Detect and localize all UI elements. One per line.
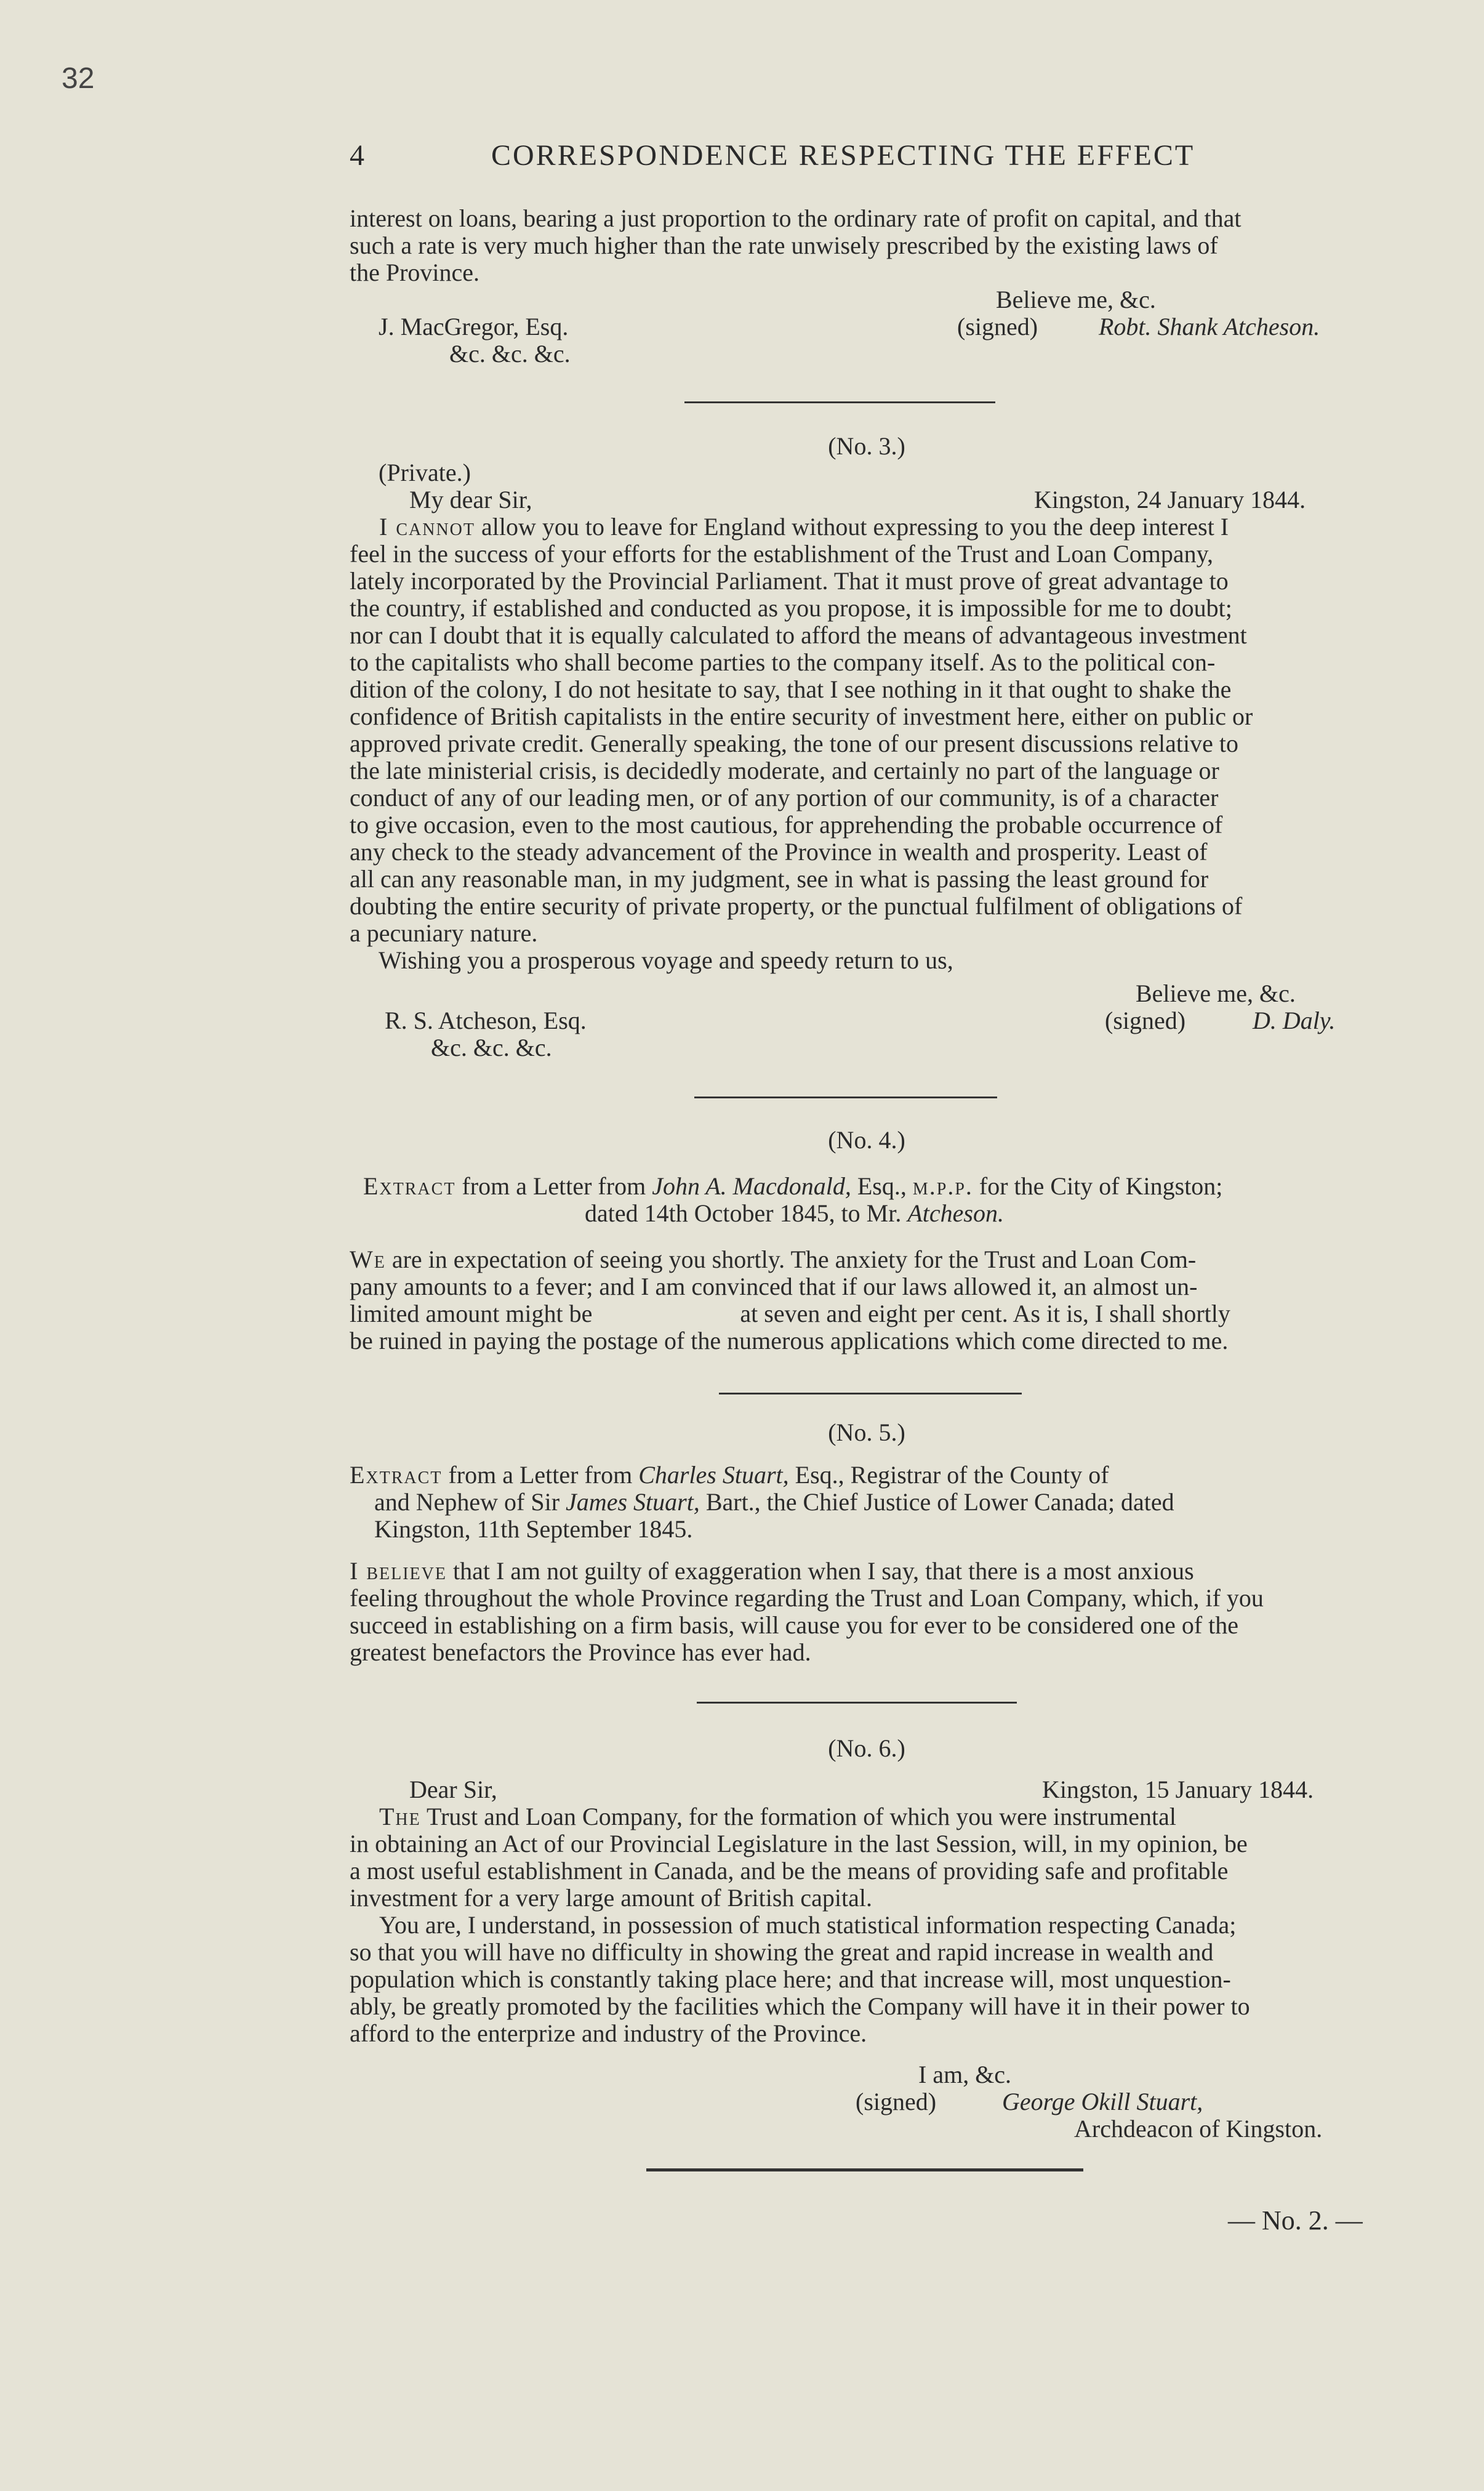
no3-salutation: My dear Sir,: [409, 486, 532, 513]
no6-signature: George Okill Stuart,: [1002, 2088, 1203, 2115]
no3-line: a pecuniary nature.: [350, 919, 538, 947]
letter2-line: the Province.: [350, 259, 480, 286]
no3-line: confidence of British capitalists in the entire security of investment here, either on public or: [350, 702, 1253, 730]
no6-heading: (No. 6.): [828, 1734, 905, 1762]
no4-heading: (No. 4.): [828, 1126, 905, 1154]
no4-body: [350, 1246, 1384, 1354]
no5-line: greatest benefactors the Province has ever had.: [350, 1638, 811, 1666]
no3-line: any check to the steady advancement of the Province in wealth and prosperity. Least of: [350, 838, 1208, 866]
no6-line: afford to the enterprize and industry of the Province.: [350, 2019, 867, 2047]
no6-line: population which is constantly taking place here; and that increase will, most unquestion-: [350, 1965, 1231, 1993]
letter2-text: [350, 205, 1384, 286]
no4-line: pany amounts to a fever; and I am convinced that if our laws allowed it, an almost un-: [350, 1273, 1198, 1300]
no6-body: [350, 1803, 1384, 2047]
no3-heading: (No. 3.): [828, 432, 905, 460]
no5-body: [350, 1558, 1384, 1666]
no3-line: I cannot allow you to leave for England without expressing to you the deep interest I: [379, 513, 1229, 541]
next-number: — No. 2. —: [1228, 2205, 1363, 2235]
no5-line: succeed in establishing on a firm basis, will cause you for ever to be considered one of the: [350, 1611, 1239, 1639]
page-number: 4: [350, 139, 364, 172]
letter2-addressee: J. MacGregor, Esq.: [379, 313, 569, 340]
no3-signed: (signed): [1105, 1007, 1186, 1034]
no6-line: ably, be greatly promoted by the facilities which the Company will have it in their power to: [350, 1992, 1250, 2020]
letter2-closing: Believe me, &c.: [996, 286, 1156, 313]
letter2-addressee-etc: &c. &c. &c.: [449, 340, 571, 368]
no5-extract-line1: Extract from a Letter from Charles Stuart, Esq., Registrar of the County of: [350, 1461, 1109, 1489]
letter2-signed: (signed): [957, 313, 1038, 340]
no6-line: so that you will have no difficulty in showing the great and rapid increase in wealth and: [350, 1938, 1214, 1966]
no3-line: all can any reasonable man, in my judgment, see in what is passing the least ground for: [350, 865, 1209, 893]
scan-page-number: 32: [62, 62, 95, 95]
no3-line: lately incorporated by the Provincial Parliament. That it must prove of great advantage to: [350, 567, 1229, 595]
no3-addressee-etc: &c. &c. &c.: [431, 1034, 552, 1061]
no3-line: approved private credit. Generally speaking, the tone of our present discussions relative to: [350, 730, 1238, 757]
no6-closing: I am, &c.: [918, 2061, 1012, 2088]
no4-line: be ruined in paying the postage of the numerous applications which come directed to me.: [350, 1327, 1229, 1354]
no3-body: [350, 513, 1384, 947]
no5-extract-line3: Kingston, 11th September 1845.: [374, 1515, 693, 1543]
no3-line: doubting the entire security of private property, or the punctual fulfilment of obligations of: [350, 892, 1243, 920]
no6-title: Archdeacon of Kingston.: [1074, 2115, 1323, 2143]
no6-place-date: Kingston, 15 January 1844.: [1042, 1776, 1314, 1803]
no4-line: We are in expectation of seeing you shortly. The anxiety for the Trust and Loan Com-: [350, 1246, 1197, 1273]
no6-line: in obtaining an Act of our Provincial Legislature in the last Session, will, in my opinion, be: [350, 1830, 1248, 1857]
no3-line: conduct of any of our leading men, or of any portion of our community, is of a character: [350, 784, 1219, 811]
running-title: CORRESPONDENCE RESPECTING THE EFFECT: [491, 139, 1195, 172]
no6-first-word: The: [379, 1803, 421, 1830]
no6-line: investment for a very large amount of British capital.: [350, 1884, 873, 1912]
letter2-line: such a rate is very much higher than the rate unwisely prescribed by the existing laws of: [350, 231, 1218, 259]
no6-signed: (signed): [856, 2088, 937, 2115]
no3-line: dition of the colony, I do not hesitate to say, that I see nothing in it that ought to shake the: [350, 675, 1232, 703]
running-header: [350, 139, 1384, 182]
no4-date-line: dated 14th October 1845, to Mr. Atcheson.: [585, 1199, 1004, 1227]
no6-line: a most useful establishment in Canada, and be the means of providing safe and profitable: [350, 1857, 1229, 1885]
no6-line: The Trust and Loan Company, for the formation of which you were instrumental: [379, 1803, 1176, 1830]
no5-heading: (No. 5.): [828, 1419, 905, 1446]
no5-extract-line2: and Nephew of Sir James Stuart, Bart., the Chief Justice of Lower Canada; dated: [374, 1488, 1174, 1516]
separator-rule: [684, 401, 995, 403]
no3-signature: D. Daly.: [1253, 1007, 1336, 1034]
no5-line: I believe that I am not guilty of exaggeration when I say, that there is a most anxious: [350, 1557, 1194, 1585]
no3-private: (Private.): [379, 459, 471, 486]
separator-rule: [719, 1393, 1022, 1394]
separator-rule: [694, 1097, 997, 1098]
no3-line: the late ministerial crisis, is decidedly moderate, and certainly no part of the language or: [350, 757, 1219, 784]
no3-first-word: I cannot: [379, 513, 475, 541]
no3-line: feel in the success of your efforts for the establishment of the Trust and Loan Company,: [350, 540, 1214, 568]
no3-line: nor can I doubt that it is equally calculated to afford the means of advantageous investment: [350, 621, 1247, 649]
no4-line: limited amount might be at seven and eight per cent. As it is, I shall shortly: [350, 1300, 1230, 1327]
separator-rule: [697, 1702, 1017, 1704]
no4-extract-line: Extract from a Letter from John A. Macdonald, Esq., m.p.p. for the City of Kingston;: [363, 1172, 1223, 1200]
no6-salutation: Dear Sir,: [409, 1776, 497, 1803]
letter2-line: interest on loans, bearing a just proportion to the ordinary rate of profit on capital, and that: [350, 204, 1241, 232]
no3-line: to give occasion, even to the most cautious, for apprehending the probable occurrence of: [350, 811, 1223, 839]
no3-wishing: Wishing you a prosperous voyage and speedy return to us,: [379, 946, 953, 974]
no3-line: to the capitalists who shall become parties to the company itself. As to the political con-: [350, 648, 1216, 676]
no3-place-date: Kingston, 24 January 1844.: [1034, 486, 1306, 513]
no3-line: the country, if established and conducted as you propose, it is impossible for me to doubt;: [350, 594, 1232, 622]
no4-first-word: We: [350, 1246, 386, 1273]
no5-first-word: I believe: [350, 1557, 447, 1585]
no3-addressee: R. S. Atcheson, Esq.: [385, 1007, 587, 1034]
no6-line: You are, I understand, in possession of much statistical information respecting Canada;: [379, 1911, 1237, 1939]
no5-line: feeling throughout the whole Province regarding the Trust and Loan Company, which, if you: [350, 1584, 1264, 1612]
no3-closing: Believe me, &c.: [1136, 980, 1296, 1007]
end-rule: [646, 2168, 1083, 2171]
letter2-signature: Robt. Shank Atcheson.: [1099, 313, 1320, 340]
